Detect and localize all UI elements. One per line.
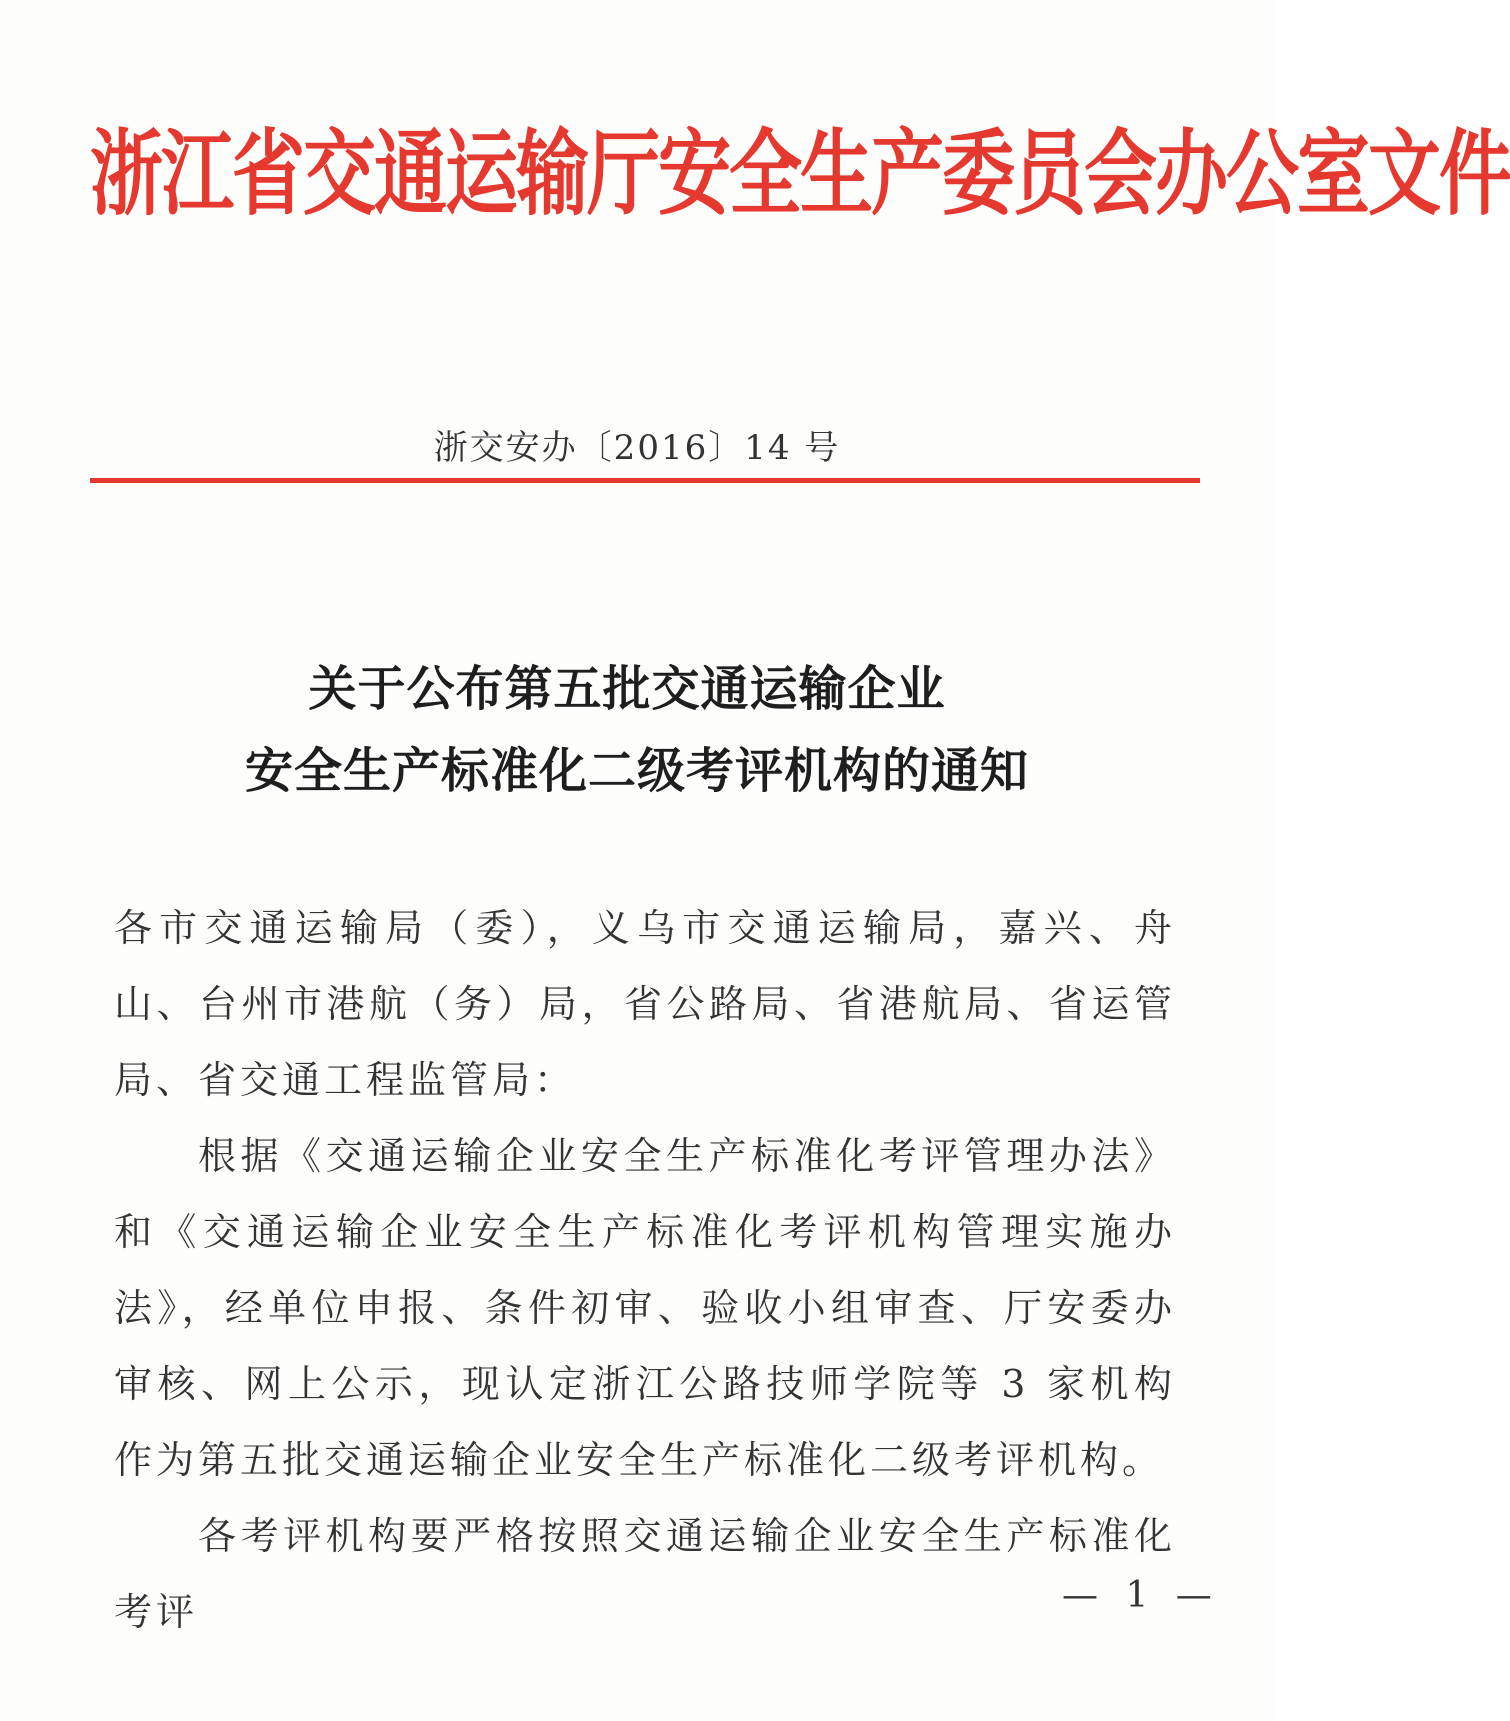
red-divider-line — [90, 478, 1200, 483]
document-number: 浙交安办〔2016〕14 号 — [433, 428, 841, 468]
notice-title-line-2: 安全生产标准化二级考评机构的通知 — [244, 743, 1029, 799]
body-paragraph-2: 各考评机构要严格按照交通运输企业安全生产标准化考评 — [114, 1514, 1176, 1634]
notice-title-line-1: 关于公布第五批交通运输企业 — [308, 661, 946, 717]
addressees: 各市交通运输局（委），义乌市交通运输局，嘉兴、舟山、台州市港航（务）局，省公路局、省港航局、省运管局、省交通工程监管局： — [114, 906, 1176, 1102]
body-paragraph-1: 根据《交通运输企业安全生产标准化考评管理办法》和《交通运输企业安全生产标准化考评机构管理实施办法》，经单位申报、条件初审、验收小组审查、厅安委办审核、网上公示，现认定浙江公路技师学院等 3 家机构作为第五批交通运输企业安全生产标准化二级考评机构。 — [114, 1134, 1176, 1482]
issuing-office-header: 浙江省交通运输厅安全生产委员会办公室文件 — [90, 120, 1510, 230]
page-number: — 1 — — [1062, 1575, 1220, 1616]
notice-body — [114, 890, 1176, 1650]
